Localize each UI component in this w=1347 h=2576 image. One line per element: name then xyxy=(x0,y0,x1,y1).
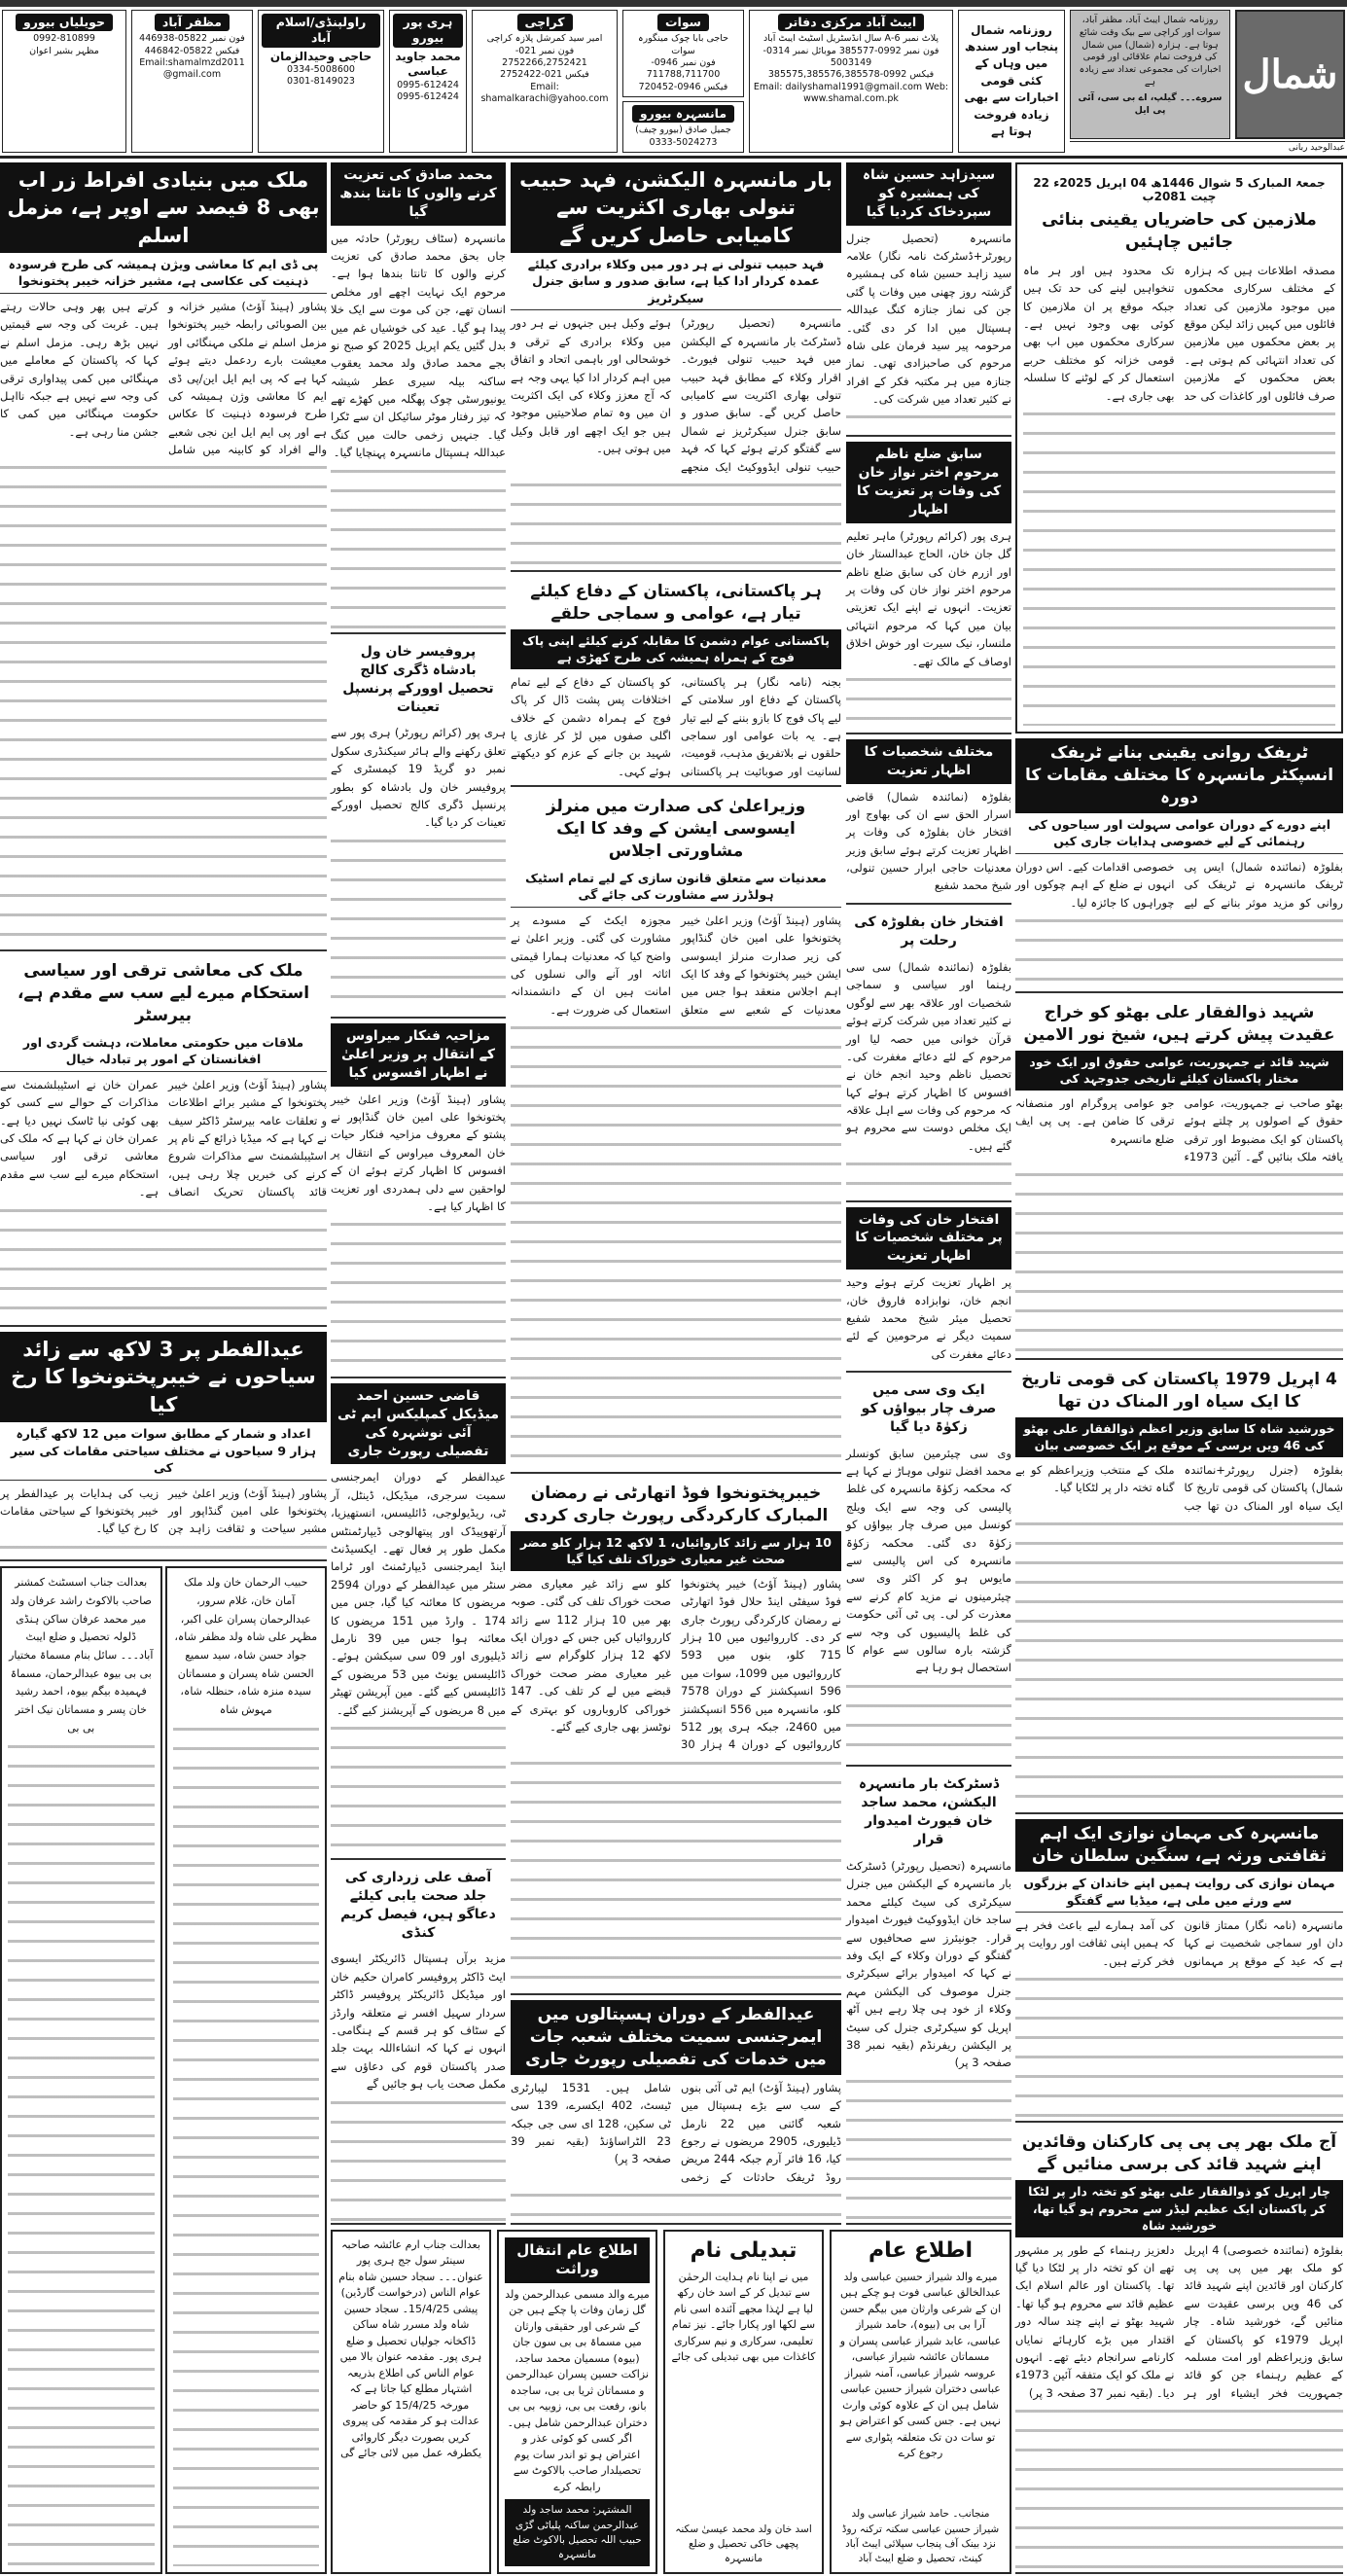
article-body xyxy=(1015,1457,1343,1810)
article-body xyxy=(331,1946,506,2220)
body-text: مصدقہ اطلاعات ہیں کہ ہزارہ کے مختلف سرکاری محکموں میں موجود ملازمین کی تعداد فائلوں میں کہیں زائد لیکن موقع پر بعض محکموں میں ملازمین کی تعداد انتہائی کم ہوتی ہے۔ بعض محکموں کے ملازمین صرف فائلوں اور کاغذات کی حد تک محدود ہیں اور ہر ماہ تنخواہیں لینے کی حد تک ہیں جبکہ موقع پر ان ملازمین کا کوئی بھی وجود نہیں ہے۔ سرکاری محکموں میں اب بھی قومی خزانہ کو مختلف حربے استعمال کر کے لوٹنے کا سلسلہ بھی جاری ہے۔ xyxy=(1023,263,1335,403)
ad-title: اطلاع عام انتقال وراثت xyxy=(505,2237,650,2283)
article-body xyxy=(846,226,1011,434)
text-lines-filler xyxy=(511,1020,841,1470)
office-line: فیکس 0946-720452 xyxy=(638,81,728,92)
promo-text: روزنامہ شمال ایبٹ آباد، مظفر آباد، سوات اور کراچی سے بیک وقت شائع ہوتا ہے۔ ہزارہ (شمال) میں شمال کی فروخت تمام علاقائی اور قومی اخبارات کی مجموعی تعداد سے زیادہ ہے xyxy=(1079,15,1222,89)
ad-signature: المشتہر: محمد ساجد ولد عبدالرحمن ساکنہ پلیاٹی گڑی حبیب اللہ تحصیل بالاکوٹ ضلع مانسہرہ xyxy=(505,2499,650,2566)
office-city: مانسہرہ بیورو xyxy=(632,105,734,123)
office-city: ہری پور بیورو xyxy=(393,14,463,48)
article-body xyxy=(846,1441,1011,1764)
text-lines-filler xyxy=(1023,407,1335,726)
article-r6 xyxy=(1015,2128,1343,2574)
legal-notice xyxy=(0,1566,162,2574)
article-body xyxy=(331,720,506,1014)
subheadline: پاکستانی عوام دشمن کا مقابلہ کرنے کیلئے اپنی پاک فوج کے ہمراہ ہمیشہ کی طرح کھڑی ہے xyxy=(511,629,841,669)
article-body xyxy=(511,310,841,567)
text-lines-filler xyxy=(846,897,1011,901)
body-text: ہری پور (کرائم رپورٹر) ماہر تعلیم گل جان خان، الحاج عبدالستار خان اور ازرم خان کی سابق ضلع ناظم مرحوم اختر نواز خان کی وفات پر تعزیت۔ انہوں نے اپنے ایک تعزیتی بیان میں کہا کہ مرحوم انتہائی ملنسار، نیک سیرت اور خوش اخلاق اوصاف کے مالک تھے۔ xyxy=(846,528,1011,668)
body-text: پشاور (ہینڈ آؤٹ) ایم ٹی آئی بنوں کے سب سے بڑے ہسپتال میں شعبہ گائنی میں 22 نارمل ڈیلیوری، 2905 مریضوں نے رجوع کیا، 16 فائر آرم جبکہ 244 مریض روڈ ٹریفک حادثات کے زخمی شامل ہیں۔ 1531 لیبارٹری ٹیسٹ، 402 ایکسرے، 139 سی ٹی سکین، 128 ای سی جی جبکہ 23 الٹراساؤنڈ (بقیہ نمبر 39 صفحہ 3 پر) xyxy=(511,2080,841,2184)
office-line: حاجی بابا چوک مینگورہ سوات xyxy=(637,33,729,56)
ad-body: میرے والد شیراز حسین عباسی ولد عبدالخالق عباسی فوت ہو چکے ہیں ان کے شرعی وارثان میں بیگم حسن آرا بی بی (بیوہ)، حامد شیراز عباسی، عابد شیراز عباسی پسران و مسماتان عائشہ شیراز عباسی، عروسہ شیراز عباسی، آمنہ شیراز عباسی دختران شیراز حسین عباسی شامل ہیں ان کے علاوہ کوئی وارث نہیں ہے۔ جس کسی کو اعتراض ہو تو سات دن تک متعلقہ پٹواری سے رجوع کرے xyxy=(839,2270,1002,2459)
subheadline: ملاقات میں حکومتی معاملات، دہشت گردی اور افغانستان کے امور پر تبادلہ خیال xyxy=(0,1031,327,1072)
office-line: فیکس 05822-446842 xyxy=(144,45,240,56)
body-text: بفلوڑہ (نمائندہ خصوصی) 4 اپریل کو ملک بھر میں پی پی پی کارکنان اور قائدین اپنے شہید قائد کی 46 ویں برسی عقیدت سے منائیں گے، خورشید شاہ۔ چار اپریل 1979ء کو پاکستان کے سابق وزیراعظم اور امت مسلمہ کے عظیم رہنماء جن کو قائد جمہوریت فخر ایشیاء اور ہر دلعزیز رہنماء کے طور پر مشہور تھے ان کو تختہ دار پر لٹکا دیا گیا تھا۔ پاکستان اور عالم اسلام ایک عظیم قائد سے محروم ہو گیا تھا۔ شہید بھٹو نے اپنے چند سالہ دور اقتدار میں بڑے کارہائے نمایاں کارنامے سرانجام دیئے تھے۔ انہوں نے ملک کو ایک متفقہ آئین 1973ء دیا۔ (بقیہ نمبر 37 صفحہ 3 پر) xyxy=(1015,2242,1343,2400)
subheadline: خورشید شاہ کا سابق وزیر اعظم ذوالفقار علی بھٹو کی 46 ویں برسی کے موقع پر ایک خصوصی بیان xyxy=(1015,1417,1343,1457)
legal-notices-row xyxy=(0,1566,327,2574)
body-text: مانسہرہ (سٹاف رپورٹر) حادثہ میں جاں بحق محمد صادق کی تعزیت کرنے والوں کا تانتا بندھا ہوا ہے۔ مرحوم ایک نہایت اچھے اور مخلص انسان تھے، جن کی موت سے ایک خلا پیدا ہو گیا۔ عید کی خوشیاں غم میں بدل گئیں یکم اپریل 2025 کو صبح نو بجے محمد صادق ولد محمد یعقوب ساکنہ بیلہ سیری عطر شیشہ یونیورسٹی چوک پھگلہ میں کھڑے تھے کہ تیز رفتار موٹر سائیکل ان سے ٹکرا گیا۔ جنہیں زخمی حالت میں کنگ عبداللہ ہسپتال مانسہرہ پہنچایا گیا۔ xyxy=(331,231,506,460)
swat-mansehra-stack xyxy=(622,10,744,153)
dateline: جمعۃ المبارک 5 شوال 1446ھ 04 اپریل 2025ء 22 چیت 2081ب xyxy=(1033,175,1326,203)
ad-title: تبدیلی نام xyxy=(690,2237,798,2263)
text-lines-filler xyxy=(331,834,506,1015)
masthead xyxy=(0,7,1347,156)
article-r2 xyxy=(1015,738,1343,993)
article-body xyxy=(846,1853,1011,2221)
article-m1 xyxy=(846,162,1011,437)
column-center xyxy=(511,162,841,2225)
body-text: مانسہرہ (تحصیل جنرل رپورٹر+ڈسٹرکٹ نامہ نگار) علامہ سید زاہد حسین شاہ کی ہمشیرہ گزشتہ روز چھنی میں وفات پا گئی جن کی نماز جنازہ کنگ عبداللہ ہسپتال میں ادا کر دی گئی۔ مرحومہ پیر سید فرمان علی شاہ مرحوم کی صاحبزادی تھی۔ نماز جنازہ میں ہر مکتبہ فکر کے افراد نے کثیر تعداد میں شرکت کی۔ xyxy=(846,231,1011,407)
body-text: بفلوڑہ (نمائندہ شمال) ایس پی ٹریفک مانسہرہ نے ٹریفک کی روانی کو مزید موثر بنانے کے لیے خصوصی اقدامات کیے۔ اس دوران انہوں نے ضلع کے اہم چوکوں اور چوراہوں کا جائزہ لیا۔ xyxy=(1015,859,1343,910)
body-text: بفلوڑہ (جنرل رپورٹر+نمائندہ شمال) پاکستان کی قومی تاریخ کا ایک سیاہ اور المناک دن تھا جب ملک کے منتخب وزیراعظم کو بے گناہ تختہ دار پر لٹکایا گیا۔ xyxy=(1015,1462,1343,1513)
article-l5 xyxy=(331,1865,506,2225)
ad-body: میں نے اپنا نام ہدایت الرحمٰن سے تبدیل کر کے اسد خان رکھ لیا ہے لہٰذا مجھے آئندہ اسی نام سے لکھا اور پکارا جائے۔ نیز تمام تعلیمی، سرکاری و نیم سرکاری کاغذات میں بھی تبدیلی کی جائے xyxy=(671,2270,816,2363)
headline: مختلف شخصیات کا اظہار تعزیت xyxy=(846,739,1011,784)
text-lines-filler xyxy=(846,410,1011,433)
text-lines-filler xyxy=(0,1203,327,1324)
article-L2 xyxy=(0,956,327,1327)
headline: ڈسٹرکٹ بار مانسہرہ الیکشن، محمد ساجد خان فیورٹ امیدوار قرار xyxy=(858,1776,1000,1848)
office-line: 0995-612424 xyxy=(397,91,459,103)
headline: خیبرپختونخوا فوڈ اتھارٹی نے رمضان المبارک کارکردگی رپورٹ جاری کردی xyxy=(523,1483,829,1525)
headline: سابق ضلع ناظم مرحوم اختر نواز خان کی وفات پر تعزیت کا اظہار xyxy=(846,442,1011,523)
article-body xyxy=(331,1087,506,1375)
body-text: مزید برآں ہسپتال ڈائریکٹر ایسوی ایٹ ڈاکٹر پروفیسر کامران حکیم خان اور میڈیکل ڈائریکٹر پروفیسر ڈاکٹر سردار سہیل افسر نے متعلقہ وارڈز کے سٹاف کو ہر قسم کے ہنگامی۔ انہوں نے کہا کہ انشاءاللہ بہت جلد صدر پاکستان قوم کی دعاؤں سے مکمل صحت یاب ہو جائیں گے xyxy=(331,1951,506,2092)
classified-ad-general xyxy=(830,2230,1011,2574)
page-columns xyxy=(0,162,1347,2576)
middle-columns xyxy=(331,162,1011,2225)
office-line: Email: dailyshamal1991@gmail.com Web: www.shamal.com.pk xyxy=(753,81,949,104)
office-line: 0995-612424 xyxy=(397,79,459,90)
article-body xyxy=(1015,1091,1343,1356)
article-body xyxy=(846,1270,1011,1369)
subheadline: اعداد و شمار کے مطابق سوات میں 12 لاکھ گیارہ ہزار 9 سیاحوں نے مختلف سیاحتی مقامات کی سیر کی xyxy=(0,1422,327,1481)
classified-ad-name xyxy=(663,2230,824,2574)
article-m2 xyxy=(846,442,1011,733)
body-text: وی سی چیئرمین سابق کونسلر محمد افضل تنولی موہاڑ نے کہا ہے کہ محکمہ زکوٰۃ مانسہرہ کی غلط پالیسی کی وجہ سے ایک ویلج کونسل میں صرف چار بیواؤں کو زکوٰۃ دی گئی۔ محکمہ زکوٰۃ مانسہرہ کی اس پالیسی سے مایوس ہو کر اکثر وی سی چیئرمینوں نے مزید کام کرنے سے معذرت کر لی۔ پی ٹی آئی حکومت کی غلط پالیسیوں کی وجہ سے گزشتہ بارہ سالوں سے عوام کا استحصال ہو رہا ہے xyxy=(846,1446,1011,1675)
text-lines-filler xyxy=(331,1721,506,1856)
office-line: Email:shamalmzd2011@gmail.com xyxy=(139,56,245,81)
article-m5 xyxy=(846,1207,1011,1373)
article-body xyxy=(511,908,841,1470)
article-c5 xyxy=(511,2000,841,2225)
article-c4 xyxy=(511,1479,841,1995)
body-text: مانسہرہ (تحصیل رپورٹر) ڈسٹرکٹ بار مانسہرہ کے الیکشن میں فہد حبیب تنولی فیورٹ۔ اقرار وکلاء کے مطابق فہد حبیب تنولی بھاری اکثریت سے کامیابی حاصل کریں گے۔ سابق صدور و سابق جنرل سیکرٹریز نے شمال سے گفتگو کرتے ہوئے کہا کہ فہد حبیب تنولی ایڈووکیٹ ایک منجھے ہوئے وکیل ہیں جنہوں نے ہر دور میں وکلاء برادری کے ترقی و خوشحالی اور باہمی اتحاد و اتفاق میں اہم کردار ادا کیا یہی وجہ ہے کہ آج معزز وکلاء کی ایک اکثریت ان میں وہ تمام صلاحیتیں موجود ہیں جو ایک اچھے اور قابل وکیل میں ہوتی ہیں۔ xyxy=(511,316,841,474)
headline: افتخار خان کی وفات پر مختلف شخصیات کا اظہار تعزیت xyxy=(846,1207,1011,1270)
text-lines-filler xyxy=(511,2188,841,2221)
subheadline: معدنیات سے متعلق قانون سازی کے لیے تمام اسٹیک ہولڈرز سے مشاورت کی جائے گی xyxy=(511,867,841,908)
text-lines-filler xyxy=(1015,1517,1343,1810)
office-line: پلاٹ نمبر 6-A سال انڈسٹریل اسٹیٹ ایبٹ آباد xyxy=(762,33,939,45)
text-lines-filler xyxy=(846,1365,1011,1369)
office-contact-name: محمد جاوید عباسی xyxy=(395,49,461,79)
article-body xyxy=(1015,854,1343,989)
office-line: 0334-5008600 xyxy=(287,64,355,76)
article-r4 xyxy=(1015,1365,1343,1814)
subheadline: فہد حبیب تنولی نے ہر دور میں وکلاء برادری کیلئے عمدہ کردار ادا کیا ہے، سابق صدور و سابق جنرل سیکرٹریز xyxy=(511,253,841,311)
ad-body: میرے والد مسمی عبدالرحمن ولد گل زمان وفات پا چکے ہیں جن کے شرعی اور حقیقی وارثان میں مسماۃ بی بی سون جان (بیوہ) مسمیان محمد ساجد، نزاکت حسین پسران عبدالرحمن و مسماتان ثریا بی بی، ساجدہ بانو، رفعت بی بی، زوبیہ بی بی دختران عبدالرحمن شامل ہیں۔ اگر کسی کو کوئی عذر و اعتراض ہو تو اندر سات یوم تحصیلدار صاحب بالاکوٹ سے رابطہ کرے xyxy=(505,2287,650,2493)
headline: ملک میں بنیادی افراط زر اب بھی 8 فیصد سے اوپر ہے، مزمل اسلم xyxy=(0,162,327,253)
headline: سیدزاہد حسین شاہ کی ہمشیرہ کو سپردخاک کردیا گیا xyxy=(846,162,1011,226)
promo-tag: سروے۔۔۔ گیلپ، اے بی سی، آئی پی ایل xyxy=(1078,91,1223,116)
office-line: امیر سید کمرشل پلازہ کراچی xyxy=(486,33,603,45)
body-text: بھٹو صاحب نے جمہوریت، عوامی حقوق کے اصولوں پر چلتے ہوئے پاکستان کو ایک مضبوط اور ترقی یافتہ ملک بنائیں گے۔ آئین 1973ء جو عوامی پروگرام اور منصفانہ ترقی کا ضامن ہے۔ پی پی ایف ضلع مانسہرہ xyxy=(1015,1095,1343,1164)
headline: بار مانسہرہ الیکشن، فہد حبیب تنولی بھاری اکثریت سے کامیابی حاصل کریں گے xyxy=(511,162,841,253)
office-city: راولپنڈی/اسلام آباد xyxy=(262,14,380,48)
logo-text: شمال xyxy=(1242,51,1338,97)
article-c3 xyxy=(511,792,841,1474)
text-lines-filler xyxy=(8,1739,155,2566)
article-body xyxy=(511,1571,841,1991)
subheadline: 10 ہزار سے زائد کاروائیاں، 1 لاکھ 12 ہزار کلو مضر صحت غیر معیاری خوراک تلف کیا گیا xyxy=(511,1531,841,1571)
body-text: مانسہرہ (تحصیل رپورٹر) ڈسٹرکٹ بار مانسہرہ کے الیکشن میں جنرل سیکرٹری کی سیٹ کیلئے محمد ساجد خان ایڈووکیٹ فیورٹ امیدوار قرار۔ جونیئرز سے صحافیوں سے گفتگو کے دوران وکلاء کے ایک وفد نے کہا کہ امیدوار برائے سیکرٹری جنرل موصوف کی الیکشن مہم وکلاء از خود ہی چلا رہے ہیں آٹھ اپریل کو سیکرٹری جنرل کی سیٹ پر الیکشن ریفرنڈم (بقیہ نمبر 38 صفحہ 3 پر) xyxy=(846,1859,1011,2070)
body-text: پشاور (ہینڈ آؤٹ) وزیر اعلیٰ خیبر پختونخوا کے مشیر برائے اطلاعات و تعلقات عامہ بیرسٹر ڈاکٹر سیف نے کہا ہے کہ میڈیا ذرائع کے نام پر اسٹیبلشمنٹ سے مذاکرات شروع کرنے کی خبریں چلا رہی ہیں، قائد پاکستان تحریک انصاف عمران خان نے اسٹیبلشمنٹ سے مذاکرات کے حوالے سے کسی کو بھی کوئی نیا ٹاسک نہیں دیا ہے۔ عمران خان نے کہا ہے کہ ملک کی معاشی ترقی اور سیاسی استحکام میرے لیے سب سے مقدم ہے۔ xyxy=(0,1077,327,1199)
office-abbottabad xyxy=(749,10,953,153)
editor-name: عبدالوحید ربانی xyxy=(1288,142,1345,153)
text-lines-filler xyxy=(1015,2404,1343,2570)
text-lines-filler xyxy=(511,782,841,783)
office-contact-name: حاجی وحیدالزمان xyxy=(269,49,372,63)
body-text: بفلوڑہ (نمائندہ شمال) سی سی رہنما اور سیاسی و سماجی شخصیات اور علاقہ بھر سے لوگوں نے کثیر تعداد میں شرکت کرتے ہوئے قرآن خوانی میں حصہ لیا اور مرحوم کے لئے دعائے مغفرت کی۔ تحصیل ناظم وحید انجم خان نے افسوس کا اظہار کرتے ہوئے کہا کہ مرحوم کی وفات سے اہل علاقہ ایک مخلص دوست سے محروم ہو گئے ہیں۔ xyxy=(846,959,1011,1153)
body-text: پشاور (ہینڈ آؤٹ) خیبر پختونخوا فوڈ سیفٹی اینڈ حلال فوڈ اتھارٹی نے رمضان کارکردگی رپورٹ جاری کر دی۔ کارروائیوں میں 10 ہزار 715 کلو، بنوں میں 593 کارروائیوں میں 1099، سوات میں 596 انسپکشنز کے دوران 7578 کلو، مانسہرہ میں 556 انسپکشنز میں 2460، جبکہ ہری پور 512 کارروائیوں کے دوران 4 ہزار 30 کلو سے زائد غیر معیاری مضر صحت خوراک تلف کی گئی۔ صوبہ بھر میں 10 ہزار 112 سے زائد کارروائیاں کیں جس کے دوران ایک لاکھ 12 ہزار کلوگرام سے زائد غیر معیاری مضر صحت خوراک قبضے میں لے کر تلف کی۔ 147 خوراکی کاروباروں کو بہتری کے نوٹسز بھی جاری کیے گئے۔ xyxy=(511,1576,841,1752)
text-lines-filler xyxy=(511,1756,841,1991)
headline: ملازمین کی حاضریاں یقینی بنائی جائیں چاہئیں xyxy=(1042,209,1317,252)
text-lines-filler xyxy=(1015,1167,1343,1356)
legal-notice xyxy=(165,1566,328,2574)
subheadline: چار اپریل کو ذوالفقار علی بھٹو کو تختہ دار پر لٹکا کر پاکستان ایک عظیم لیڈر سے محروم ہو گیا تھا، خورشید شاہ xyxy=(1015,2180,1343,2237)
article-m6 xyxy=(846,1377,1011,1767)
claim-text: روزنامہ شمال پنجاب اور سندھ میں وہاں کے کئی قومی اخبارات سے بھی زیادہ فروخت ہوتا ہے xyxy=(964,22,1059,138)
text-lines-filler xyxy=(1015,1972,1343,2119)
text-lines-filler xyxy=(331,464,506,630)
body-text: پشاور (ہینڈ آؤٹ) وزیر اعلیٰ خیبر پختونخوا علی امین خان گنڈاپور نے پشتو کے معروف مزاحیہ فنکار حیات خان المعروف میراوس کے انتقال پر افسوس کا اظہار کرتے ہوئے ان کے لواحقین سے دلی ہمدردی اور تعزیت کا اظہار کیا ہے۔ xyxy=(331,1091,506,1213)
body-text: مانسہرہ (نامہ نگار) ممتاز قانون دان اور سماجی شخصیت نے کہا ہے کہ عید کے موقع پر مہمانوں کی آمد ہمارے لیے باعث فخر ہے کہ ہمیں اپنی ثقافت اور روایت پر فخر کرتے ہیں۔ xyxy=(1015,1918,1343,1968)
column-middle xyxy=(331,162,1011,2574)
article-body xyxy=(331,226,506,630)
subheadline: پی ڈی ایم کا معاشی ویژن ہمیشہ کی طرح فرسودہ ذہنیت کی عکاسی ہے، مشیر خزانہ خیبر پختونخوا xyxy=(0,253,327,294)
office-city: سوات xyxy=(657,14,709,31)
office-rawalpindi xyxy=(258,10,384,153)
subheadline: مہمان نوازی کی روایت ہمیں اپنے خاندان کے بزرگوں سے ورثے میں ملی ہے، میڈیا سے گفتگو xyxy=(1015,1872,1343,1913)
office-haripur xyxy=(389,10,467,153)
ad-signature: اسد خان ولد محمد عیسیٰ سکنہ پچھی خاکی تحصیل و ضلع مانسہرہ xyxy=(675,2522,812,2565)
article-body xyxy=(0,294,327,948)
article-body xyxy=(511,669,841,783)
masthead-rule xyxy=(0,156,1347,159)
text-lines-filler xyxy=(1015,913,1343,989)
article-L1 xyxy=(0,162,327,951)
text-lines-filler xyxy=(331,2095,506,2221)
text-lines-filler xyxy=(0,460,327,948)
headline: مزاحیہ فنکار میراوس کے انتقال پر وزیر اعلیٰ نے اظہار افسوس کیا xyxy=(331,1023,506,1087)
article-body xyxy=(0,1481,327,1558)
ad-body: بعدالت جناب ارم عائشہ صاحبہ سینئر سول جج ہری پور عنوان۔۔۔ سجاد حسین شاہ بنام عوام الناس (درخواست گارڈین) پیشی 15/4/25۔ سجاد حسین شاہ ولد مسرر شاہ ساکن ڈاکخانہ جولیاں تحصیل و ضلع ہری پور۔ مقدمہ عنوان بالا میں عوام الناس کی اطلاع بذریعہ اشتہار مطلع کیا جاتا ہے کہ مورخہ 15/4/25 کو حاضر عدالت ہو کر مقدمہ کی پیروی کریں بصورت دیگر کاروائی یکطرفہ عمل میں لائی جائے گی xyxy=(338,2237,483,2460)
headline: قاضی حسین احمد میڈیکل کمپلیکس ایم ٹی آئی نوشہرہ کی تفصیلی رپورٹ جاری xyxy=(331,1383,506,1465)
article-m4 xyxy=(846,910,1011,1201)
headline: ہر پاکستانی، پاکستان کے دفاع کیلئے تیار ہے، عوامی و سماجی حلقے xyxy=(530,581,822,624)
article-body xyxy=(1023,258,1335,726)
column-middle-right xyxy=(846,162,1011,2225)
office-city: کراچی xyxy=(517,14,573,31)
article-body xyxy=(846,523,1011,731)
office-line: فیکس 021-2752422 xyxy=(500,69,589,81)
claim-box xyxy=(958,10,1065,153)
subheadline: اپنے دورے کے دوران عوامی سہولت اور سیاحوں کی رہنمائی کے لیے خصوصی ہدایات جاری کیں xyxy=(1015,813,1343,854)
headline: ٹریفک روانی یقینی بنانے ٹریفک انسپکٹر مانسہرہ کا مختلف مقامات کا دورہ xyxy=(1015,738,1343,813)
article-r3 xyxy=(1015,998,1343,1360)
office-line: Email: shamalkarachi@yahoo.com xyxy=(480,81,609,104)
classified-ad-inherit xyxy=(497,2230,657,2574)
subheadline: شہید قائد نے جمہوریت، عوامی حقوق اور ایک خود مختار پاکستان کیلئے تاریخی جدوجہد کی xyxy=(1015,1051,1343,1091)
office-line: مظہر بشیر اعوان xyxy=(29,45,99,56)
headline: ملک کی معاشی ترقی اور سیاسی استحکام میرے لیے سب سے مقدم ہے، بیرسٹر xyxy=(17,961,310,1025)
article-l2 xyxy=(331,639,506,1019)
office-city: مظفر آباد xyxy=(155,14,230,31)
promo-box xyxy=(1070,10,1230,139)
headline: 4 اپریل 1979 پاکستان کی قومی تاریخ کا ایک سیاہ اور المناک دن تھا xyxy=(1021,1370,1337,1413)
article-L3 xyxy=(0,1332,327,1561)
office-mansehra xyxy=(622,101,744,153)
article-m7 xyxy=(846,1771,1011,2224)
body-text: پشاور (ہینڈ آؤٹ) مشیر خزانہ و بین الصوبائی رابطہ خیبر پختونخوا مزمل اسلم نے ملکی مہنگائی اور معیشت بارے ردعمل دیتے ہوئے کہا ہے کہ پی ایم ایل این/پی ڈی ایم کا معاشی وژن ہمیشہ کی طرح فرسودہ ذہنیت کا عکاس ہے اور پی ایم ایل این نجی شعبے والے افراد کو کابینہ میں شامل کرتے ہیں پھر وہی حالات رہتے ہیں۔ غربت کی وجہ سے قیمتیں نہیں بڑھ رہی۔ مزمل اسلم نے کہا کہ پاکستان کے معاملے میں مہنگائی میں کمی پیداواری ترقی کی وجہ سے نہیں ہے جبکہ نااہل حکومت مہنگائی میں کمی کا جشن منا رہی ہے۔ xyxy=(0,299,327,457)
headline: عیدالفطر کے دوران ہسپتالوں میں ایمرجنسی سمیت مختلف شعبہ جات میں خدمات کی تفصیلی رپورٹ جاری xyxy=(511,2000,841,2075)
article-l1 xyxy=(331,162,506,634)
text-lines-filler xyxy=(331,1217,506,1375)
headline: عیدالفطر پر 3 لاکھ سے زائد سیاحوں نے خیبرپختونخوا کا رخ کیا xyxy=(0,1332,327,1422)
brand-block xyxy=(1070,10,1345,153)
article-body xyxy=(1015,1913,1343,2119)
ad-title: اطلاع عام xyxy=(868,2237,974,2263)
article-r5 xyxy=(1015,1819,1343,2123)
headline: ایک وی سی میں صرف چار بیواؤں کو زکوٰۃ دیا گیا xyxy=(861,1382,997,1435)
text-lines-filler xyxy=(846,1157,1011,1198)
text-lines-filler xyxy=(846,2074,1011,2221)
article-c1 xyxy=(511,162,841,572)
editor-strip xyxy=(1070,141,1345,153)
headline: آصف علی زرداری کی جلد صحت یابی کیلئے دعاگو ہیں، فیصل کریم کنڈی xyxy=(340,1869,496,1941)
article-c2 xyxy=(511,577,841,787)
article-body xyxy=(846,784,1011,902)
office-line: فون نمبر 0946-711788,711700 xyxy=(646,56,721,81)
office-line: فیکس 0992-385575,385576,385578 xyxy=(767,69,935,81)
notice-text: بعدالت جناب اسسٹنٹ کمشنر صاحب بالاکوٹ راشد عرفان ولد میر محمد عرفان ساکن ہنڈی ڈلولہ تحصیل و ضلع ایبٹ آباد۔۔۔ سائل بنام مسماۃ مختیار بی بی بیوہ عبدالرحمان، مسماۃ فہمیدہ بیگم بیوہ، احمد رشید خان پسر و مسماتان نیک اختر بی بی xyxy=(9,1576,154,1735)
text-lines-filler xyxy=(846,1679,1011,1764)
text-lines-filler xyxy=(0,1540,327,1557)
headline: پروفیسر خان ول بادشاہ ڈگری کالج تحصیل اوورکے پرنسپل تعینات xyxy=(342,643,494,715)
body-text: بجنہ (نامہ نگار) ہر پاکستانی، پاکستان کے دفاع اور سلامتی کے لیے پاک فوج کا بازو بننے کے لیے تیار ہے۔ یہ بات عوامی اور سماجی حلقوں نے بلاتفریق مذہب، قومیت، لسانیت اور صوبائیت ہر پاکستانی کو پاکستان کے دفاع کے لیے تمام اختلافات پس پشت ڈال کر پاک فوج کے ہمراہ دشمن کے خلاف اگلی صفوں میں لڑ کر غازی یا شہید بن جانے کے عزم کو دیکھتے ہوئے کہی۔ xyxy=(511,674,841,778)
article-m3 xyxy=(846,739,1011,905)
office-line: 0333-5024273 xyxy=(649,136,718,148)
article-l3 xyxy=(331,1023,506,1378)
office-muzaffarabad xyxy=(131,10,253,153)
article-body xyxy=(0,1072,327,1323)
office-line: فون نمبر 0992-385577 موبائل نمبر 0314-5003149 xyxy=(762,45,939,68)
newspaper-logo xyxy=(1235,10,1345,139)
body-text: ہری پور (کرائم رپورٹر) ہری پور سے تعلق رکھنے والے ہائر سیکنڈری سکول نمبر دو گریڈ 19 کیمسٹری کے پروفیسر خان ول بادشاہ کو بطور پرنسپل ڈگری کالج تحصیل اوورکے تعینات کر دیا گیا۔ xyxy=(331,726,506,830)
office-line: جمیل صادق (بیورو چیف) xyxy=(635,125,731,136)
article-body xyxy=(1015,2237,1343,2571)
office-line: فون نمبر 05822-446938 xyxy=(139,33,245,45)
office-city: حویلیاں بیورو xyxy=(16,14,113,31)
headline: وزیراعلیٰ کی صدارت میں منرلز ایسوسی ایشن کے وفد کا ایک مشاورتی اجلاس xyxy=(546,796,806,861)
headline: محمد صادق کی تعزیت کرنے والوں کا تانتا بندھ گیا xyxy=(331,162,506,226)
body-text: پشاور (ہینڈ آؤٹ) وزیر اعلیٰ خیبر پختونخوا علی امین گنڈاپور اور مشیر سیاحت و ثقافت زاہد چن زیب کی ہدایات پر عیدالفطر پر خیبر پختونخوا کے سیاحتی مقامات کا رخ کیا گیا۔ xyxy=(0,1485,327,1536)
ad-signature: منجانب۔ حامد شیراز عباسی ولد شیراز حسین عباسی سکنہ ترکنہ روڈ نزد بینک آف پنجاب سپلائی ایبٹ آباد کینٹ، تحصیل و ضلع ایبٹ آباد xyxy=(841,2508,1000,2565)
classified-ad-court xyxy=(331,2230,491,2574)
text-lines-filler xyxy=(846,672,1011,731)
headline: آج ملک بھر پی پی پی کارکنان وقائدین اپنے شہید قائد کی برسی منائیں گے xyxy=(1021,2132,1337,2175)
office-city: ایبٹ آباد مرکزی دفاتر xyxy=(778,14,924,31)
headline: مانسہرہ کی مہمان نوازی ایک اہم ثقافتی ورثہ ہے، سنگین سلطان خان xyxy=(1015,1819,1343,1872)
body-text: پشاور (ہینڈ آؤٹ) وزیر اعلیٰ خیبر پختونخوا علی امین خان گنڈاپور کی زیر صدارت منرلز ایسوسی ایشن خیبر پختونخوا کے وفد کا ایک اہم اجلاس منعقد ہوا جس میں معدنیات کے شعبے سے متعلق مجوزہ ایکٹ کے مسودے پر مشاورت کی گئی۔ وزیر اعلیٰ نے واضح کیا کہ معدنیات ہمارا قیمتی اثاثہ اور آنے والی نسلوں کی امانت ہیں ان کے دانشمندانہ استعمال کی ضرورت ہے۔ xyxy=(511,912,841,1017)
office-havelian xyxy=(2,10,126,153)
office-karachi xyxy=(472,10,618,153)
notice-text: حبیب الرحمان خان ولد ملک آمان خان، غلام سرور، عبدالرحمان پسران علی اکبر، مظہر علی شاہ ولد مظفر شاہ، جواد حسن شاہ، سید سمیع الحسن شاہ پسران و مسماتان سیدہ منزہ شاہ، حنظلہ شاہ، مہوش شاہ xyxy=(174,1576,318,1716)
article-body xyxy=(846,954,1011,1199)
headline: افتخار خان بفلوڑہ کی رحلت پر xyxy=(854,914,1004,949)
body-text: پر اظہار تعزیت کرتے ہوئے وحید انجم خان، نوابزادہ فاروق خان، تحصیل میئر شیخ محمد شفیع سمیت دیگر نے مرحومین کے لئے دعائے مغفرت کی xyxy=(846,1275,1011,1361)
article-r1 xyxy=(1015,162,1343,733)
body-text: عیدالفطر کے دوران ایمرجنسی سمیت سرجری، میڈیکل، ڈینٹل، آر ٹی، ریڈیولوجی، ڈائلیسس، انستھیزیا، آرتھوپیڈک اور پیتھالوجی ڈیپارٹمنٹس مکمل طور پر فعال تھے۔ ایکسیڈنٹ اینڈ ایمرجنسی ڈیپارٹمنٹ اور ٹراما سنٹر میں عیدالفطر کے دوران 2594 مریضوں کا معائنہ کیا گیا، جس میں 174 ۔ وارڈ میں 151 مریضوں کا معائنہ ہوا جس میں 39 نارمل ڈیلیوری اور 09 سی سیکشن ہوئے۔ ڈائلیسس یونٹ میں 53 مریضوں کے ڈائلیسس کیے گئے۔ مین آپریشن تھیٹر میں 8 مریضوں کے آپریشنز کیے گئے۔ xyxy=(331,1470,507,1717)
office-line: فون نمبر 021-2752266,2752421 xyxy=(502,45,587,68)
headline: شہید ذوالفقار علی بھٹو کو خراج عقیدت پیش کرتے ہیں، شیخ نور الامین xyxy=(1023,1003,1335,1045)
article-body xyxy=(511,2075,841,2221)
body-text: بفلوڑہ (نمائندہ شمال) قاضی اسرار الحق سے ان کی بھاوج اور افتخار خان بفلوڑہ کی وفات پر اظہار تعزیت کرتے ہوئے سابق وزیر معدنیات حاجی ابرار حسین تنولی، شیخ محمد شفیع xyxy=(846,789,1011,893)
office-line: 0992-810899 xyxy=(33,33,95,45)
office-swat xyxy=(622,10,744,97)
text-lines-filler xyxy=(511,478,841,568)
article-body xyxy=(331,1464,506,1855)
column-right xyxy=(1015,162,1343,2574)
office-line: 0301-8149023 xyxy=(287,76,355,88)
text-lines-filler xyxy=(173,1722,320,2567)
article-l4 xyxy=(331,1383,506,1860)
classifieds-row xyxy=(331,2230,1011,2574)
brand-top xyxy=(1070,10,1345,139)
column-left-center xyxy=(331,162,506,2225)
top-rule xyxy=(0,0,1347,7)
column-left xyxy=(0,162,327,2574)
